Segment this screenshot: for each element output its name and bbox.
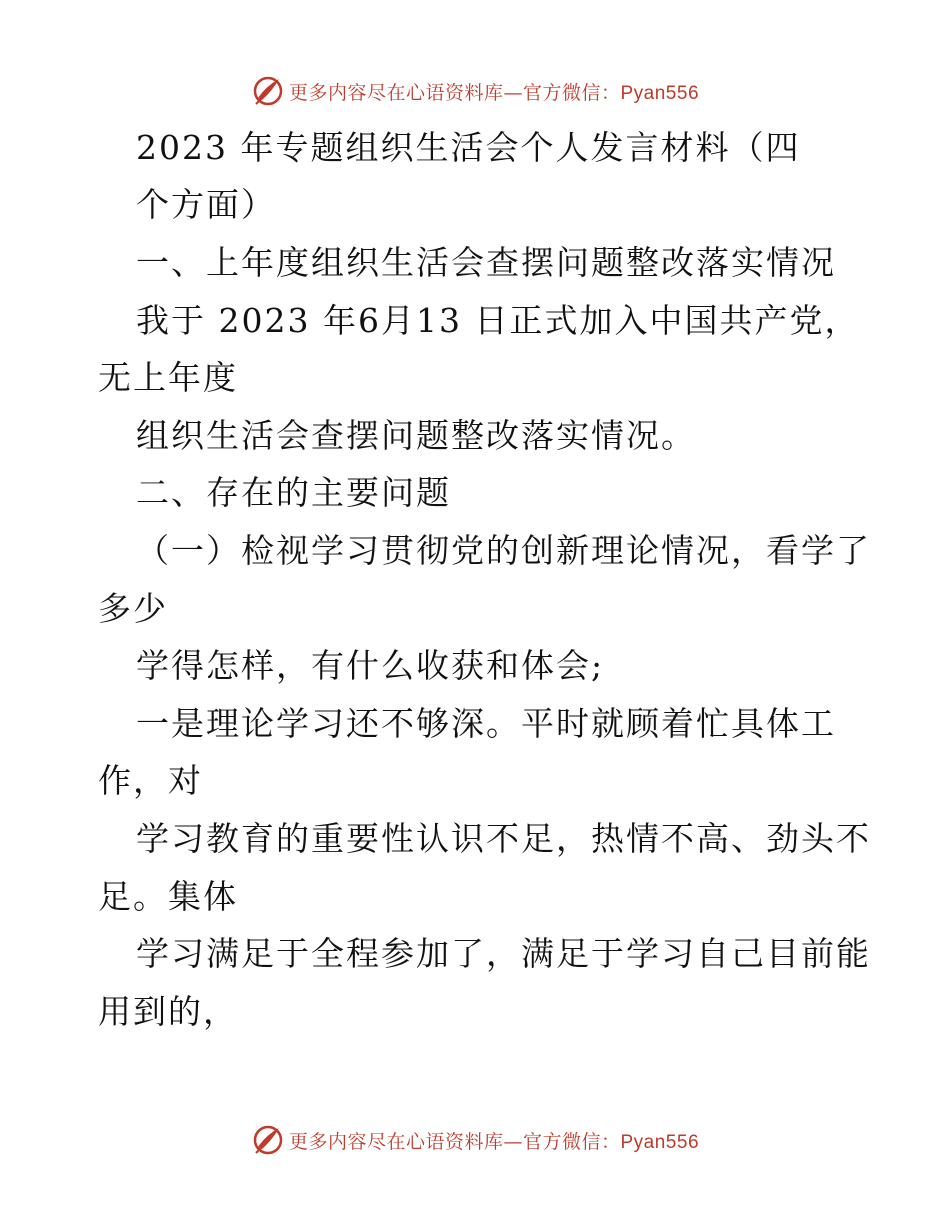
paragraph-line: 足。集体 bbox=[98, 877, 238, 916]
document-title-line-1: 2023 年专题组织生活会个人发言材料（四 bbox=[136, 128, 801, 167]
paragraph-line: 组织生活会查摆问题整改落实情况。 bbox=[136, 416, 696, 455]
paragraph-line: 学习教育的重要性认识不足，热情不高、劲头不 bbox=[136, 819, 871, 858]
paragraph-line: 我于 2023 年6月13 日正式加入中国共产党， bbox=[136, 301, 860, 340]
section-heading-1: 一、上年度组织生活会查摆问题整改落实情况 bbox=[136, 243, 836, 282]
watermark-text: 更多内容尽在心语资料库—官方微信： bbox=[288, 81, 621, 104]
header-watermark bbox=[0, 71, 950, 111]
paragraph-line: 无上年度 bbox=[98, 358, 238, 397]
quill-logo-icon bbox=[251, 74, 285, 108]
paragraph-line: 学得怎样，有什么收获和体会; bbox=[136, 646, 605, 685]
paragraph-line: 多少 bbox=[98, 589, 168, 628]
paragraph-line: 作，对 bbox=[98, 761, 203, 800]
footer-watermark bbox=[0, 1120, 950, 1160]
subsection-heading-1: （一）检视学习贯彻党的创新理论情况，看学了 bbox=[136, 531, 871, 570]
document-title-line-2: 个方面） bbox=[136, 185, 276, 224]
watermark-text: 更多内容尽在心语资料库—官方微信： bbox=[288, 1130, 621, 1153]
quill-logo-icon bbox=[251, 1123, 285, 1157]
paragraph-line: 用到的， bbox=[98, 992, 238, 1031]
section-heading-2: 二、存在的主要问题 bbox=[136, 473, 451, 512]
watermark-wechat-id: Pyan556 bbox=[620, 1131, 700, 1153]
watermark-wechat-id: Pyan556 bbox=[620, 82, 700, 104]
paragraph-line: 一是理论学习还不够深。平时就顾着忙具体工 bbox=[136, 704, 836, 743]
paragraph-line: 学习满足于全程参加了，满足于学习自己目前能 bbox=[136, 934, 871, 973]
